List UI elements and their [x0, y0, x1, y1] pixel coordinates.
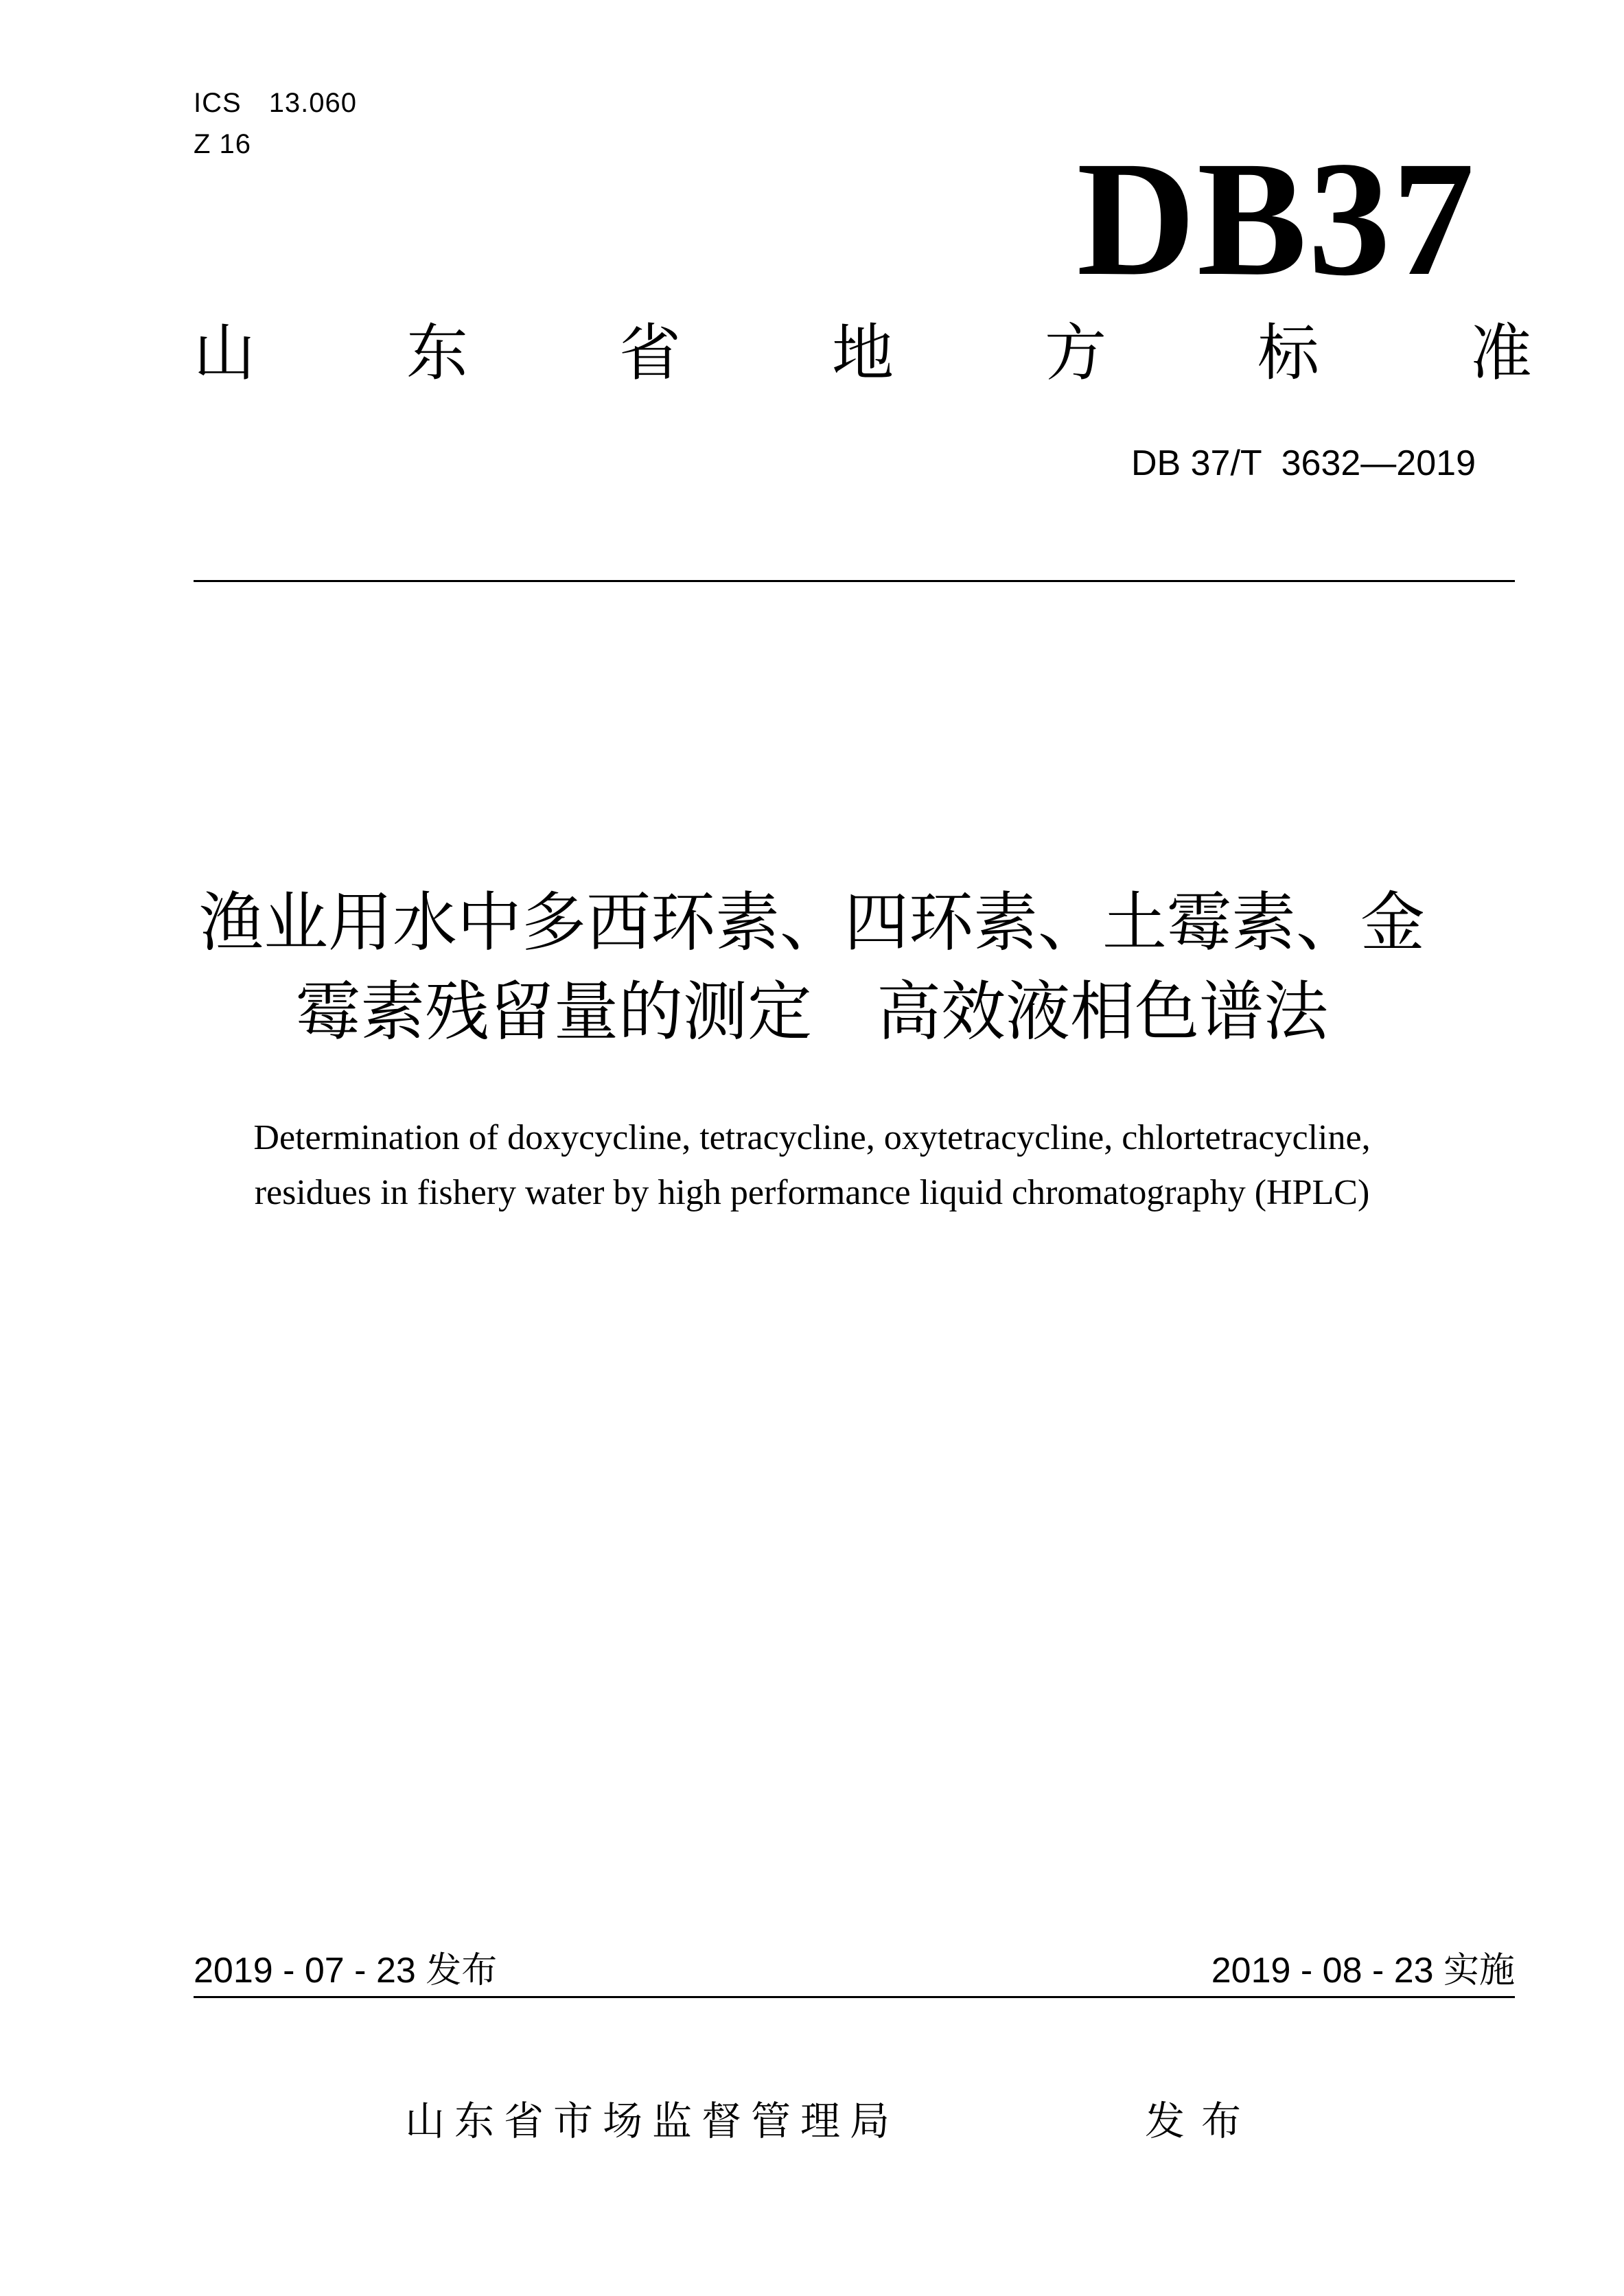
english-title: [110, 1111, 1514, 1220]
standard-kind-char: 地: [832, 317, 894, 389]
issue-date: 2019 - 07 - 23 发布: [194, 1951, 498, 1991]
header-divider: [194, 580, 1515, 582]
chinese-title-line-1: 渔业用水中多西环素、四环素、土霉素、金: [198, 885, 1425, 960]
footer-divider: [194, 1996, 1515, 1998]
standard-kind-char: 山: [194, 317, 255, 389]
standard-kind-char: 标: [1257, 317, 1319, 389]
ics-label: ICS: [194, 88, 242, 118]
english-title-line-2: residues in fishery water by high performance liquid chromatography (HPLC): [254, 1173, 1370, 1212]
implementation-date: 2019 - 08 - 23 实施: [1211, 1951, 1515, 1991]
ics-code: 13.060: [268, 88, 358, 118]
standard-kind-char: 准: [1470, 317, 1532, 389]
standard-kind: [194, 312, 1532, 395]
chinese-title-line-2: 霉素残留量的测定 高效液相色谱法: [295, 975, 1328, 1050]
publish-label: 发布: [1145, 2098, 1258, 2144]
ccs-code: Z 16: [194, 129, 252, 159]
english-title-line-1: Determination of doxycycline, tetracycline, oxytetracycline, chlortetracycline,: [253, 1118, 1371, 1157]
standard-kind-char: 方: [1045, 317, 1106, 389]
standard-kind-char: 省: [619, 317, 681, 389]
ics-row: [194, 82, 357, 124]
publisher: 山东省市场监督管理局: [405, 2098, 900, 2144]
standard-mark: DB37: [1076, 127, 1476, 310]
standard-code: DB 37/T 3632—2019: [1130, 443, 1476, 483]
standard-kind-char: 东: [406, 317, 468, 389]
classification-block: [194, 82, 357, 165]
chinese-title: [110, 879, 1514, 1057]
